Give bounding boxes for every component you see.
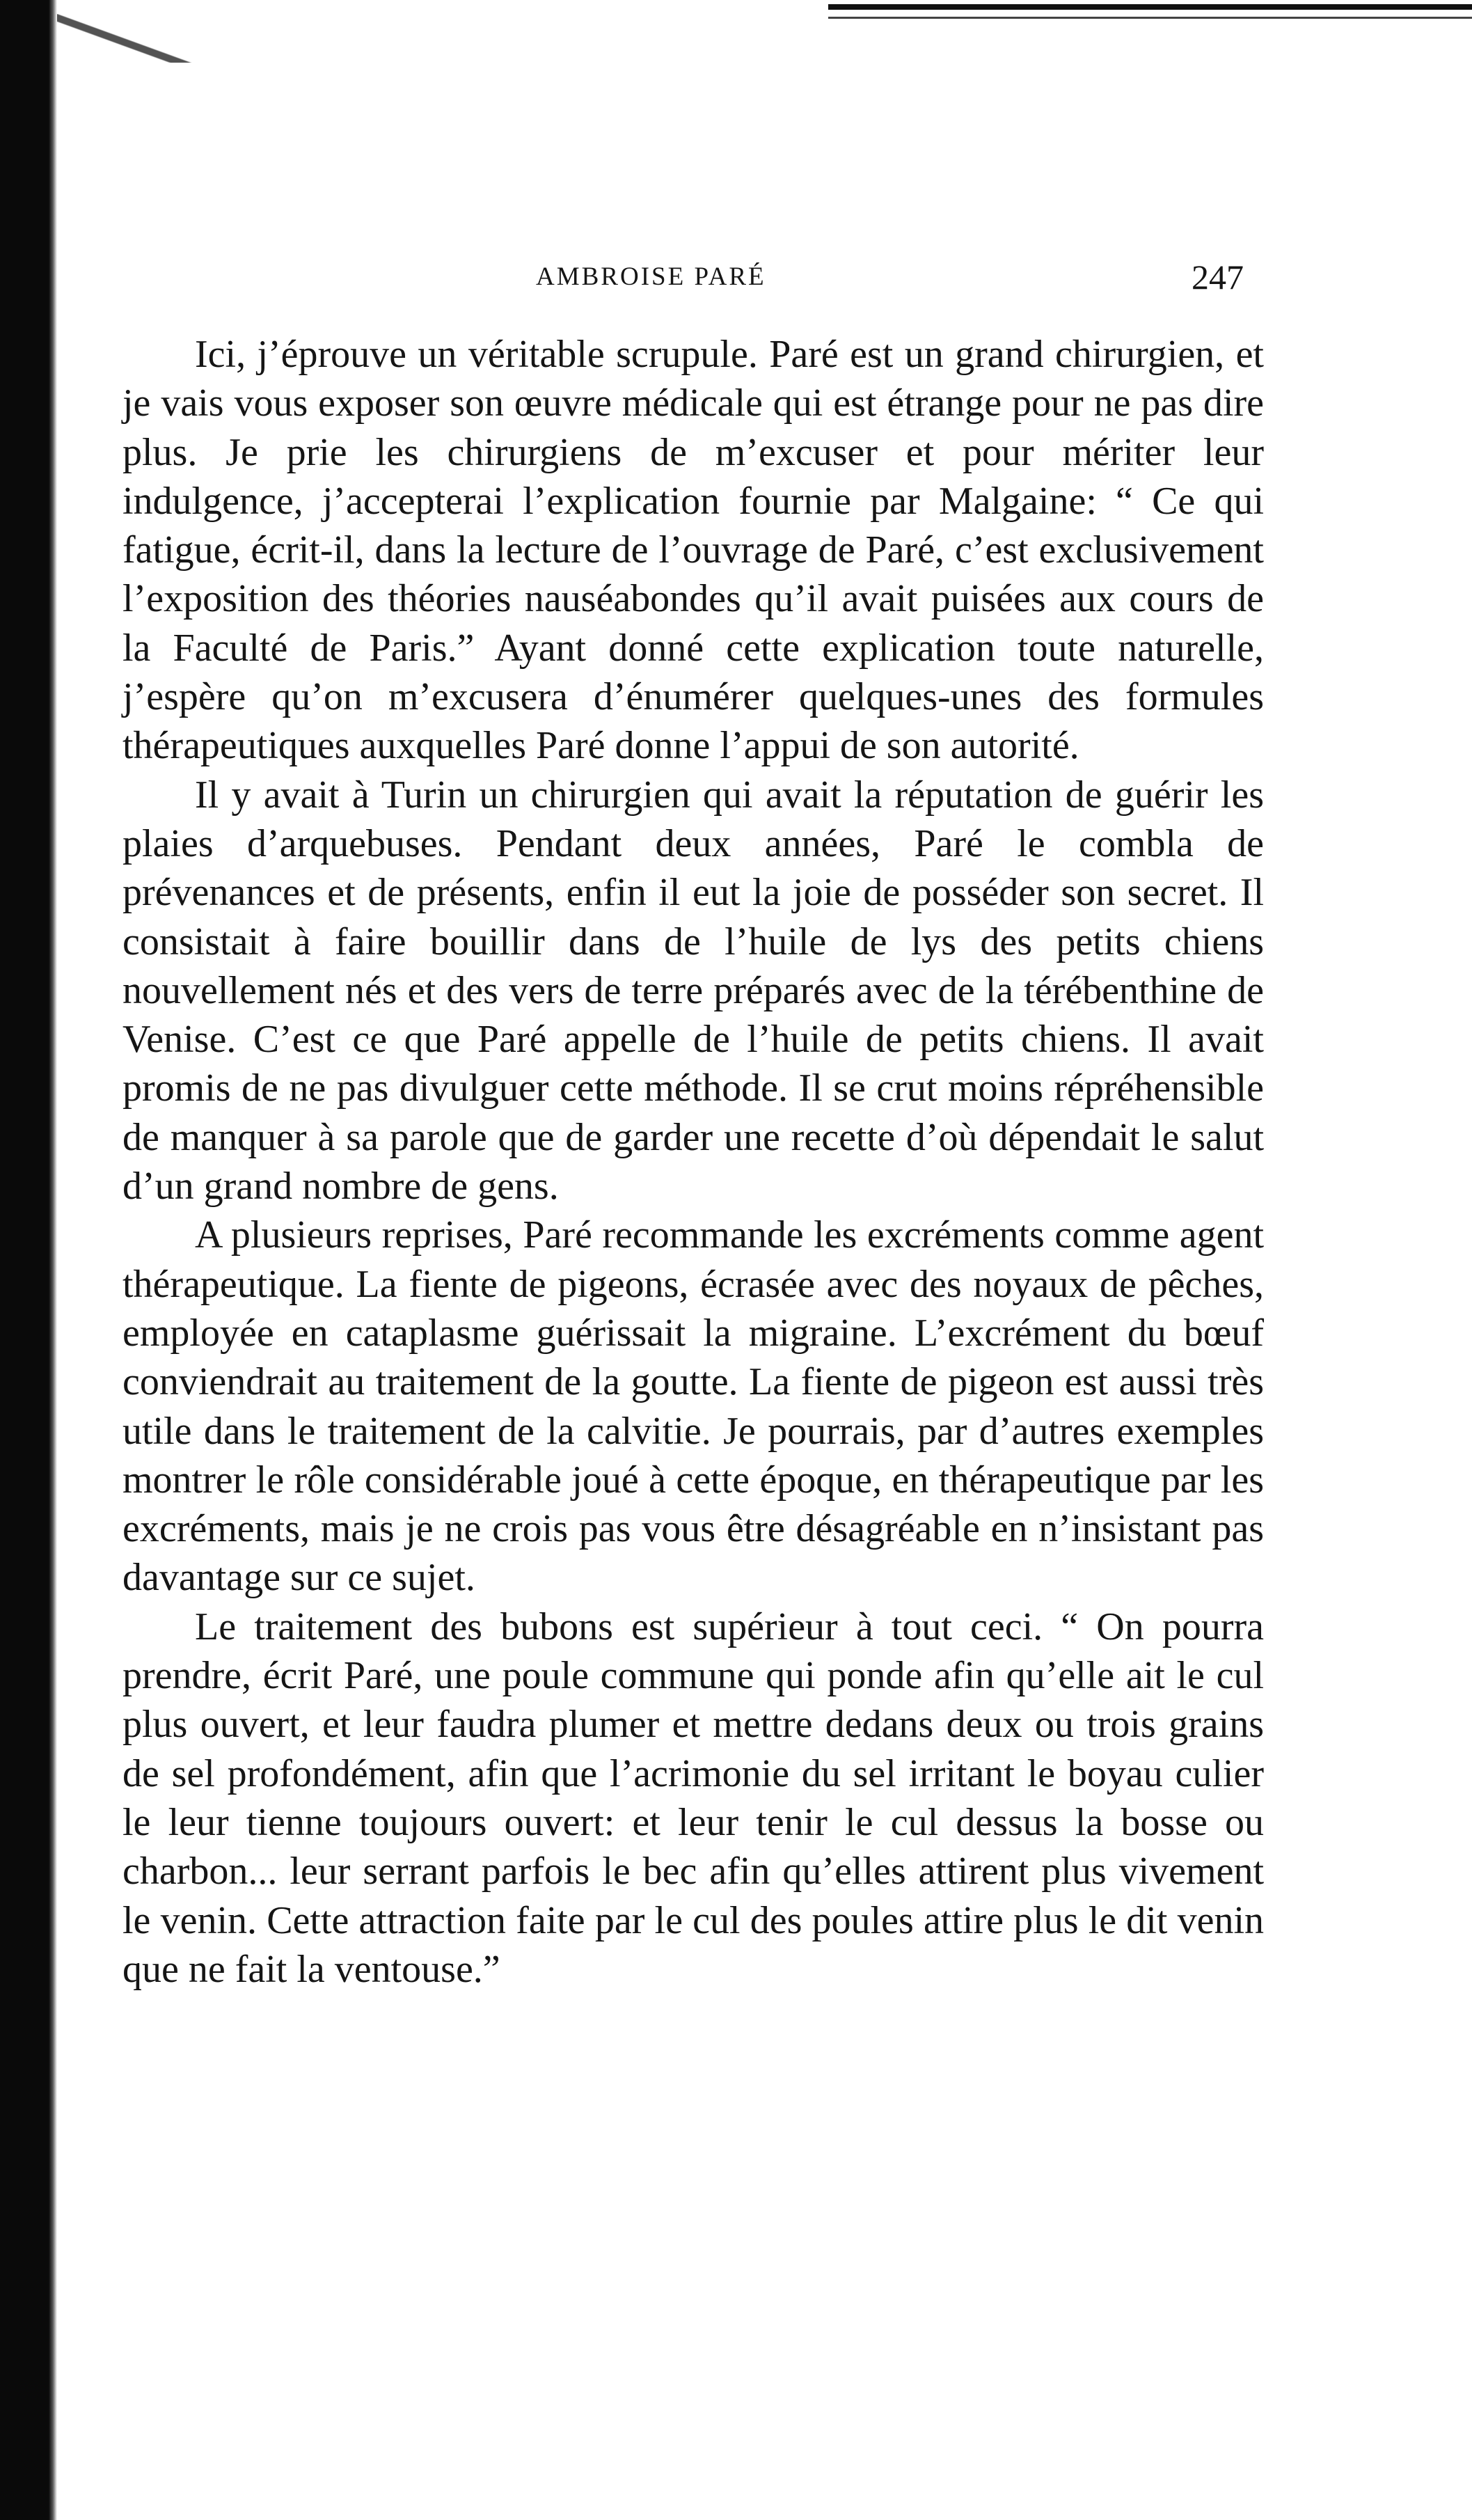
top-edge-rule-thin (828, 17, 1472, 19)
running-header (0, 256, 1253, 298)
top-edge-rule (828, 4, 1472, 10)
running-title: AMBROISE PARÉ (536, 262, 766, 291)
body-text (122, 330, 1264, 1994)
paragraph-1: Ici, j’éprouve un véritable scrupule. Paré est un grand chirurgien, et je vais vous exposer son œuvre médicale qui est étrange pour ne pas dire plus. Je prie les chirurgiens de m’excuser et pour mériter leur indulgence, j’accepterai l’explication fournie par Malgaine: “ Ce qui fatigue, écrit-il, dans la lecture de l’ouvrage de Paré, c’est exclusivement l’exposition des théories nauséabondes qu’il avait puisées aux cours de la Faculté de Paris.” Ayant donné cette explication toute naturelle, j’espère qu’on m’excusera d’énumérer quelques-unes des formules thérapeutiques auxquelles Paré donne l’appui de son autorité. (122, 333, 1264, 768)
paragraph-2: Il y avait à Turin un chirurgien qui avait la réputation de guérir les plaies d’arquebuses. Pendant deux années, Paré le combla de prévenances et de présents, enfin il eut la joie de posséder son secret. Il consistait à faire bouillir dans de l’huile de lys des petits chiens nouvellement nés et des vers de terre préparés avec de la térébenthine de Venise. C’est ce que Paré appelle de l’huile de petits chiens. Il avait promis de ne pas divulguer cette méthode. Il se crut moins répréhensible de manquer à sa parole que de garder une recette d’où dépendait le salut d’un grand nombre de gens. (122, 773, 1264, 1208)
paragraph-4: Le traitement des bubons est supérieur à tout ceci. “ On pourra prendre, écrit Paré, une poule commune qui ponde afin qu’elle ait le cul plus ouvert, et leur faudra plumer et mettre dedans deux ou trois grains de sel profondément, afin que l’acrimonie du sel irritant le boyau culier le leur tienne toujours ouvert: et leur tenir le cul dessus la bosse ou charbon... leur serrant parfois le bec afin qu’elles attirent plus vivement le venin. Cette attraction faite par le cul des poules attire plus le dit venin que ne fait la ventouse.” (122, 1605, 1264, 1991)
page-corner-shadow (57, 14, 224, 63)
page-number: 247 (1192, 258, 1244, 297)
paragraph-3: A plusieurs reprises, Paré recommande les excréments comme agent thérapeutique. La fiente de pigeons, écrasée avec des noyaux de pêches, employée en cataplasme guérissait la migraine. L’excrément du bœuf conviendrait au traitement de la goutte. La fiente de pigeon est aussi très utile dans le traitement de la calvitie. Je pourrais, par d’autres exemples montrer le rôle considérable joué à cette époque, en thérapeutique par les excréments, mais je ne crois pas vous être désagréable en n’insistant pas davantage sur ce sujet. (122, 1213, 1264, 1600)
page-binding-edge (0, 0, 57, 2520)
